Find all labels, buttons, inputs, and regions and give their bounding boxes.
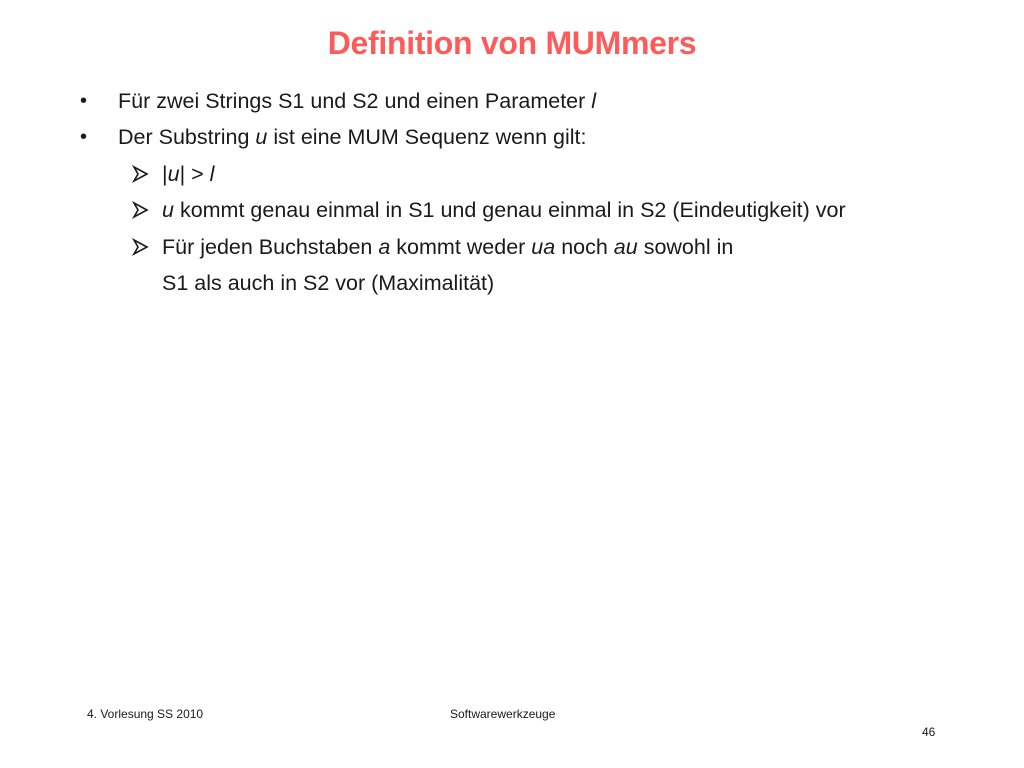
sub-bullet-uniqueness-condition [162,197,846,223]
bullet-marker: • [80,90,88,112]
variable-ua: ua [531,235,556,259]
bullet-text-substring [118,124,586,150]
variable-l: l [591,89,597,113]
text-segment: | > [179,162,210,186]
slide-title: Definition von MUMmers [327,25,697,61]
bullet-marker: • [80,126,88,148]
arrow-bullet-icon [131,197,151,223]
variable-u: u [162,198,174,222]
text-segment: ist eine MUM Sequenz wenn gilt: [267,125,587,149]
variable-u: u [167,162,180,186]
text-segment: Für zwei Strings S1 und S2 und einen Parameter [118,89,592,113]
sub-bullet-maximality-continuation: S1 als auch in S2 vor (Maximalität) [162,271,495,295]
arrow-bullet-icon [131,234,151,260]
bullet-text-strings [118,88,596,114]
text-segment: noch [555,235,614,259]
footer-lecture-label: 4. Vorlesung SS 2010 [87,707,204,721]
text-segment: Für jeden Buchstaben [162,235,379,259]
text-segment: Der Substring [118,125,256,149]
text-segment: sowohl in [637,235,734,259]
variable-u: u [255,125,268,149]
page-number: 46 [922,725,936,739]
footer-course-title: Softwarewerkzeuge [450,707,556,721]
variable-au: au [613,235,638,259]
sub-bullet-length-condition [162,161,214,187]
sub-bullet-maximality-condition [162,234,733,260]
arrow-bullet-icon [131,161,151,187]
text-segment: kommt weder [390,235,532,259]
text-segment: kommt genau einmal in S1 und genau einmal in S2 (Eindeutigkeit) vor [173,198,846,222]
text-segment: | [162,162,168,186]
variable-l: l [209,162,215,186]
variable-a: a [378,235,391,259]
